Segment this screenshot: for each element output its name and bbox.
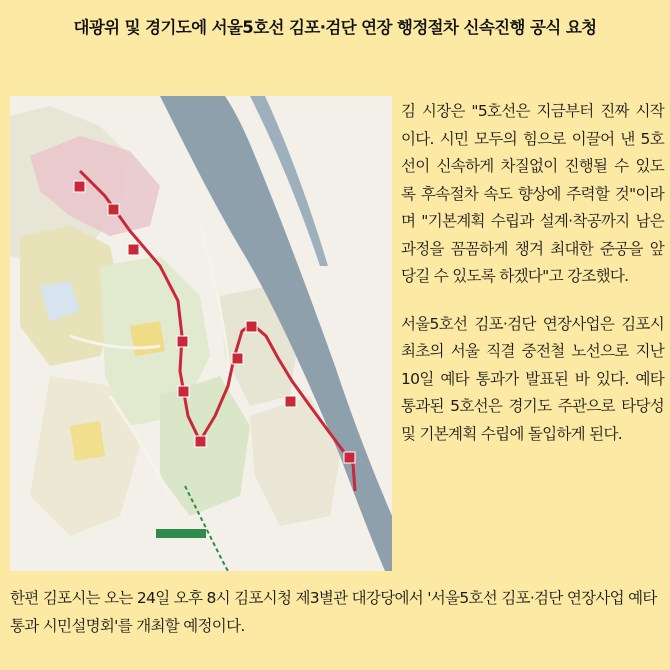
- station-marker: [108, 204, 119, 215]
- route-map-graphic: [10, 96, 392, 571]
- article-title: 대광위 및 경기도에 서울5호선 김포·검단 연장 행정절차 신속진행 공식 요청: [73, 18, 597, 37]
- route-map: [10, 96, 392, 571]
- article-body-bottom: [10, 584, 662, 640]
- zone-yellow: [70, 421, 105, 461]
- zone-yellow-2: [130, 321, 165, 356]
- station-marker: [232, 353, 243, 364]
- station-marker: [344, 452, 355, 463]
- existing-line-label-box: [156, 529, 206, 538]
- paragraph-project: 서울5호선 김포·검단 연장사업은 김포시 최초의 서울 직결 중전철 노선으로 지난 10일 예타 통과가 발표된 바 있다. 예타 통과된 5호선은 경기도 주관으로 타당성 및 기본계획 수립에 돌입하게 된다.: [401, 314, 664, 443]
- station-marker: [177, 336, 188, 347]
- station-marker: [178, 386, 189, 397]
- station-marker: [128, 244, 139, 255]
- station-marker: [246, 321, 257, 332]
- article-body-right: [401, 98, 664, 448]
- paragraph-briefing: 한편 김포시는 오는 24일 오후 8시 김포시청 제3별관 대강당에서 '서울5호선 김포·검단 연장사업 예타 통과 시민설명회'를 개최할 예정이다.: [10, 589, 657, 635]
- station-marker: [74, 181, 85, 192]
- paragraph-quote: 김 시장은 "5호선은 지금부터 진짜 시작이다. 시민 모두의 힘으로 이끌어 낸 5호선이 신속하게 차질없이 진행될 수 있도록 후속절차 속도 향상에 주력할 것"이라며 "기본계획 수립과 설계·착공까지 남은 과정을 꼼꼼하게 챙겨 최대한 준공을 앞당길 수 있도록 하겠다"고 강조했다.: [401, 102, 664, 285]
- station-marker: [285, 396, 296, 407]
- station-marker: [195, 436, 206, 447]
